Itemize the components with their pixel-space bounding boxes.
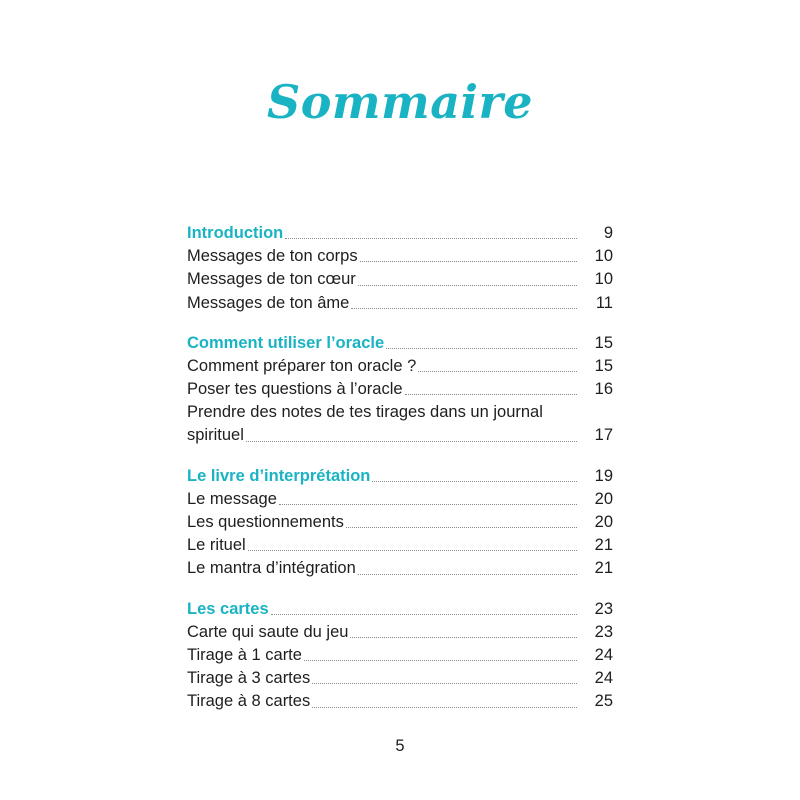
dot-leader: [312, 682, 577, 684]
toc-entry-label: Comment préparer ton oracle ?: [187, 356, 417, 375]
toc-entry[interactable]: [187, 644, 613, 667]
toc-entry[interactable]: [187, 621, 613, 644]
toc-heading-label: Comment utiliser l’oracle: [187, 333, 385, 352]
toc-page-number: 15: [594, 333, 613, 352]
dot-leader: [271, 613, 577, 615]
toc-entry[interactable]: [187, 690, 613, 713]
toc-entry[interactable]: [187, 378, 613, 401]
toc-page-number: 10: [594, 247, 613, 266]
toc-section-introduction: [187, 222, 613, 315]
toc-page-number: 19: [594, 466, 613, 485]
toc-entry-label: Les questionnements: [187, 513, 344, 532]
toc-page-number: 15: [594, 356, 613, 375]
dot-leader: [358, 573, 577, 575]
toc-page-number: 16: [594, 380, 613, 399]
toc-entry-label: Tirage à 8 cartes: [187, 692, 311, 711]
page-number: 5: [395, 737, 405, 755]
toc-entry-label: Messages de ton corps: [187, 247, 358, 266]
dot-leader: [246, 440, 577, 442]
toc-section-comment-utiliser: [187, 332, 613, 448]
dot-leader: [351, 307, 577, 309]
dot-leader: [248, 549, 577, 551]
dot-leader: [358, 284, 577, 286]
dot-leader: [386, 347, 577, 349]
toc-entry-label: Le mantra d’intégration: [187, 559, 356, 578]
toc-heading[interactable]: [187, 598, 613, 621]
dot-leader: [350, 636, 577, 638]
toc-page-number: 23: [594, 622, 613, 641]
dot-leader: [346, 526, 577, 528]
toc-entry[interactable]: [187, 268, 613, 291]
dot-leader: [405, 393, 577, 395]
toc-entry[interactable]: [187, 534, 613, 557]
toc-section-les-cartes: [187, 598, 613, 714]
toc-page-number: 17: [594, 426, 613, 445]
toc-entry-label: Le rituel: [187, 536, 246, 555]
toc-page-number: 20: [594, 489, 613, 508]
toc-entry[interactable]: [187, 557, 613, 580]
toc-page-number: 10: [594, 270, 613, 289]
toc-entry[interactable]: [187, 511, 613, 534]
toc-heading[interactable]: [187, 332, 613, 355]
toc-page-number: 11: [595, 293, 613, 312]
toc-entry[interactable]: [187, 355, 613, 378]
dot-leader: [372, 480, 577, 482]
toc-page-number: 23: [594, 599, 613, 618]
toc-heading-label: Les cartes: [187, 599, 269, 618]
toc-entry-label: Tirage à 3 cartes: [187, 669, 311, 688]
toc-entry-label: Carte qui saute du jeu: [187, 622, 349, 641]
toc-heading[interactable]: [187, 222, 613, 245]
dot-leader: [418, 370, 577, 372]
toc-entry[interactable]: [187, 667, 613, 690]
toc-entry-label: Tirage à 1 carte: [187, 645, 302, 664]
toc-entry[interactable]: [187, 292, 613, 315]
toc-page-number: 25: [594, 692, 613, 711]
table-of-contents: [187, 222, 613, 714]
dot-leader: [312, 706, 577, 708]
page-title: Sommaire: [266, 75, 534, 129]
toc-entry-label: Le message: [187, 489, 277, 508]
dot-leader: [360, 260, 577, 262]
toc-entry-label: Poser tes questions à l’oracle: [187, 380, 403, 399]
toc-page-number: 24: [594, 669, 613, 688]
toc-page-number: 24: [594, 645, 613, 664]
toc-entry-label: Messages de ton cœur: [187, 270, 356, 289]
toc-page-number: 21: [594, 559, 613, 578]
dot-leader: [285, 237, 577, 239]
toc-section-livre-interpretation: [187, 465, 613, 581]
toc-heading-label: Introduction: [187, 223, 284, 242]
toc-entry[interactable]: [187, 488, 613, 511]
toc-entry-label: Messages de ton âme: [187, 293, 350, 312]
toc-entry[interactable]: [187, 401, 613, 447]
toc-page-number: 9: [603, 223, 613, 242]
toc-page-number: 21: [594, 536, 613, 555]
dot-leader: [279, 503, 577, 505]
toc-heading[interactable]: [187, 465, 613, 488]
toc-entry[interactable]: [187, 245, 613, 268]
toc-page-number: 20: [594, 513, 613, 532]
toc-entry-label-line2: spirituel: [187, 426, 244, 445]
toc-heading-label: Le livre d’interprétation: [187, 466, 371, 485]
toc-entry-label-line1: Prendre des notes de tes tirages dans un journal: [187, 403, 543, 422]
dot-leader: [304, 659, 577, 661]
